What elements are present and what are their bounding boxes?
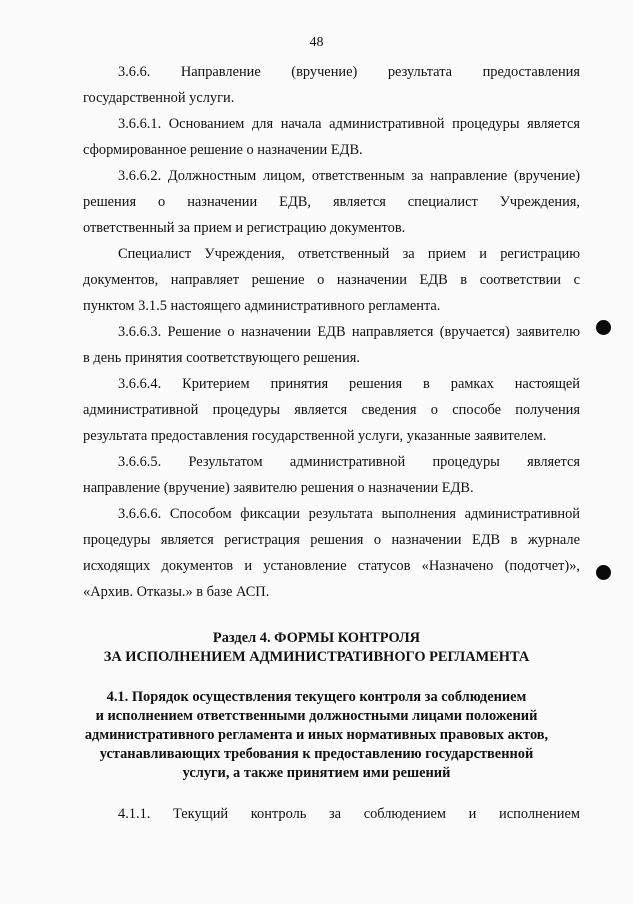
paragraph-line: результата предоставления государственной услуги, указанные заявителем. [83, 428, 547, 444]
paragraph-line: документов, направляет решение о назначении ЕДВ в соответствии с [83, 272, 580, 288]
paragraph-line: государственной услуги. [83, 90, 235, 106]
subsection-heading: 4.1. Порядок осуществления текущего контроля за соблюдением [106, 689, 527, 705]
paragraph-line: 4.1.1. Текущий контроль за соблюдением и исполнением [118, 806, 580, 822]
punch-hole-mark [596, 565, 611, 580]
paragraph-line: «Архив. Отказы.» в базе АСП. [83, 584, 270, 600]
section-heading: ЗА ИСПОЛНЕНИЕМ АДМИНИСТРАТИВНОГО РЕГЛАМЕНТА [103, 649, 530, 665]
paragraph-line: пунктом 3.1.5 настоящего административного регламента. [83, 298, 441, 314]
paragraph-line: 3.6.6.2. Должностным лицом, ответственным за направление (вручение) [118, 168, 580, 184]
paragraph-line: процедуры является регистрация решения о назначении ЕДВ в журнале [83, 532, 580, 548]
paragraph-line: 3.6.6.1. Основанием для начала административной процедуры является [118, 116, 580, 132]
paragraph-line: 3.6.6.4. Критерием принятия решения в рамках настоящей [118, 376, 580, 392]
subsection-heading: и исполнением ответственными должностными лицами положений [95, 708, 538, 724]
subsection-heading: услуги, а также принятием ими решений [182, 765, 451, 781]
paragraph-line: решения о назначении ЕДВ, является специалист Учреждения, [83, 194, 580, 210]
paragraph-line: 3.6.6.3. Решение о назначении ЕДВ направляется (вручается) заявителю [118, 324, 580, 340]
paragraph-line: исходящих документов и установление статусов «Назначено (подотчет)», [83, 558, 580, 574]
page-number: 48 [309, 35, 324, 50]
paragraph-line: Специалист Учреждения, ответственный за прием и регистрацию [118, 246, 580, 262]
paragraph-line: 3.6.6.5. Результатом административной процедуры является [118, 454, 580, 470]
paragraph-line: в день принятия соответствующего решения. [83, 350, 360, 366]
paragraph-line: 3.6.6.6. Способом фиксации результата выполнения административной [118, 506, 580, 522]
paragraph-line: сформированное решение о назначении ЕДВ. [83, 142, 363, 158]
paragraph-line: ответственный за прием и регистрацию документов. [83, 220, 406, 236]
paragraph-line: 3.6.6. Направление (вручение) результата предоставления [118, 64, 580, 80]
paragraph-line: административной процедуры является сведения о способе получения [83, 402, 580, 418]
section-heading: Раздел 4. ФОРМЫ КОНТРОЛЯ [212, 630, 421, 646]
subsection-heading: административного регламента и иных нормативных правовых актов, [84, 727, 549, 743]
punch-hole-mark [596, 320, 611, 335]
paragraph-line: направление (вручение) заявителю решения о назначении ЕДВ. [83, 480, 474, 496]
subsection-heading: устанавливающих требования к предоставлению государственной [99, 746, 534, 762]
